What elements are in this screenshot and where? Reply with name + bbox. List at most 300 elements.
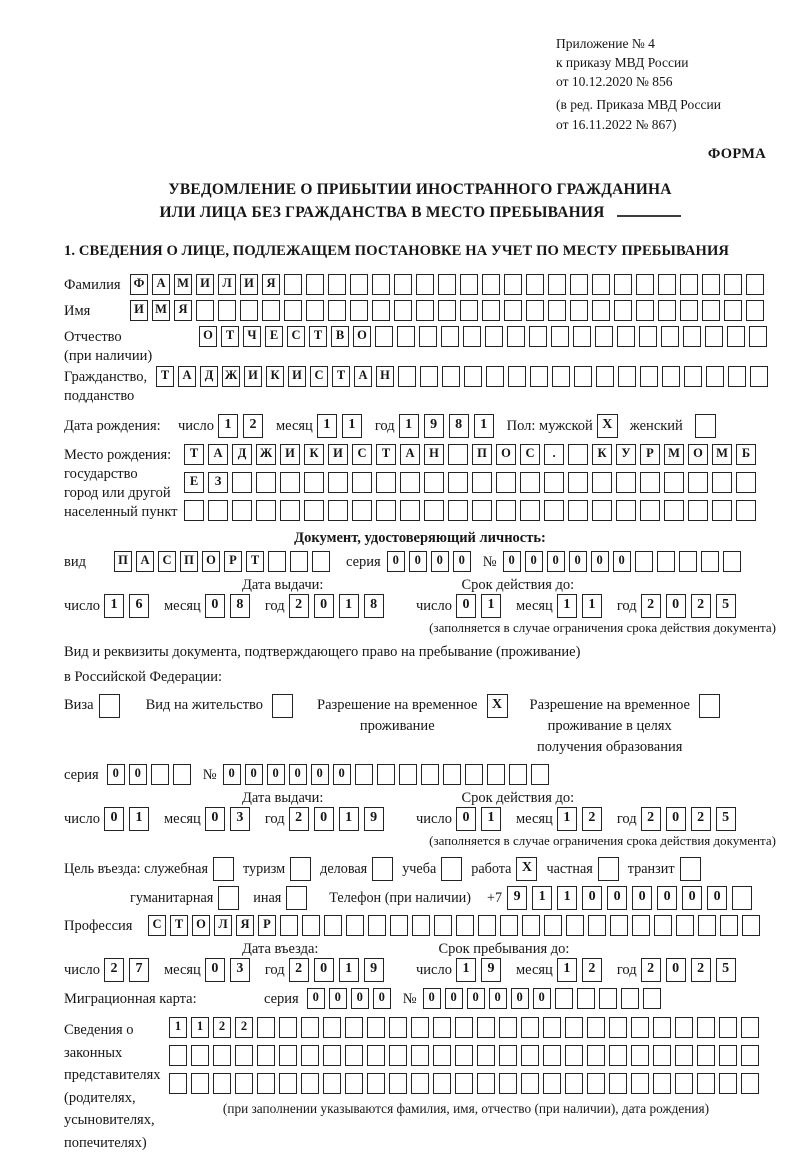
doc-issue-year [289,594,389,618]
form-cell: 8 [449,414,469,438]
entry-year [289,958,389,982]
form-cell: 1 [169,1017,187,1038]
purpose-private-label: частная [546,860,593,877]
form-cell [614,274,632,295]
form-cell [350,300,368,321]
phone-prefix: +7 [486,889,503,906]
form-cell [499,1045,517,1066]
form-cell: Т [170,915,188,936]
birth-place-line3 [184,500,760,521]
form-cell: П [472,444,492,465]
surname-cells [130,274,768,295]
residence-permit-checkbox [272,694,293,718]
form-cell: 9 [481,958,501,982]
form-cell [588,915,606,936]
form-cell [376,472,396,493]
form-cell [389,1073,407,1094]
form-cell [544,500,564,521]
form-cell: 0 [373,988,391,1009]
form-cell: X [597,414,618,438]
form-cell [477,1045,495,1066]
form-cell [639,326,657,347]
form-cell: Т [184,444,204,465]
purpose-transit-checkbox [680,857,701,881]
form-cell [184,500,204,521]
form-cell: 0 [547,551,565,572]
form-cell: Р [224,551,242,572]
form-cell: 3 [230,958,250,982]
form-cell: 0 [467,988,485,1009]
form-cell [455,1045,473,1066]
form-cell: 1 [339,958,359,982]
form-cell: Т [376,444,396,465]
form-cell [256,500,276,521]
form-cell [441,857,462,881]
form-cell [705,326,723,347]
profession-label: Профессия [64,918,133,935]
purpose-private-checkbox [598,857,619,881]
gender-group [507,414,716,438]
form-cell [566,915,584,936]
form-cell [676,915,694,936]
form-cell [376,500,396,521]
form-cell [724,274,742,295]
form-cell [609,1073,627,1094]
form-cell [208,500,228,521]
form-cell [617,326,635,347]
firstname-cells [130,300,768,321]
form-cell [526,300,544,321]
form-cell [472,500,492,521]
form-cell: 2 [691,807,711,831]
form-cell [702,300,720,321]
form-cell [448,444,468,465]
residence-number-cells [223,764,553,785]
temp-residence-edu-label: Разрешение на временное проживание в целях получения образования [529,697,690,756]
form-cell [675,1045,693,1066]
legal-reps-line1 [169,1017,763,1038]
form-title-line2-wrap [64,201,776,224]
form-cell: 1 [582,594,602,618]
form-cell: 0 [307,988,325,1009]
residence-series-label: серия [64,767,99,784]
form-cell [257,1017,275,1038]
form-cell [400,500,420,521]
patronymic-row [64,326,776,366]
form-cell [324,915,342,936]
doc-valid-title: Срок действия до: [461,577,575,594]
form-cell [520,472,540,493]
purpose-official-checkbox [213,857,234,881]
purpose-work-checkbox [516,857,537,881]
form-cell: Е [265,326,283,347]
form-cell: 0 [582,886,602,910]
patronymic-cells [199,326,771,347]
doc-issue-month [205,594,255,618]
form-cell [486,366,504,387]
birth-place-cells [184,444,760,528]
birth-year-cells [399,414,499,438]
form-cell [621,988,639,1009]
form-cell [746,300,764,321]
form-cell: X [487,694,508,718]
doc-valid-year [641,594,741,618]
form-cell [213,857,234,881]
form-cell [529,326,547,347]
form-cell: 1 [104,594,124,618]
form-cell: Я [174,300,192,321]
form-cell [719,1017,737,1038]
form-cell [352,472,372,493]
form-cell [290,551,308,572]
form-cell: 9 [364,958,384,982]
form-cell [434,915,452,936]
form-cell [616,500,636,521]
form-cell [587,1073,605,1094]
form-cell [290,857,311,881]
form-cell [543,1017,561,1038]
form-cell: 1 [557,958,577,982]
form-cell [570,300,588,321]
birth-month-cells [317,414,367,438]
form-cell: Ж [256,444,276,465]
form-cell [741,1045,759,1066]
form-cell [543,1073,561,1094]
form-cell [169,1073,187,1094]
form-cell: Ф [130,274,148,295]
form-cell [504,300,522,321]
legal-reps-line3 [169,1073,763,1094]
form-title-line2: ИЛИ ЛИЦА БЕЗ ГРАЖДАНСТВА В МЕСТО ПРЕБЫВАНИЯ [159,204,605,222]
form-cell [548,300,566,321]
form-cell: 0 [533,988,551,1009]
form-cell [680,857,701,881]
form-cell [328,500,348,521]
form-cell: 9 [507,886,527,910]
form-cell: П [114,551,132,572]
doc-valid-date: число 0 1 месяц 1 1 год 2 0 2 5 [416,594,741,618]
form-cell [424,500,444,521]
form-cell [262,300,280,321]
entry-month [205,958,255,982]
section1-heading: 1. СВЕДЕНИЯ О ЛИЦЕ, ПОДЛЕЖАЩЕМ ПОСТАНОВКЕ НА УЧЕТ ПО МЕСТУ ПРЕБЫВАНИЯ [64,243,730,260]
form-cell [587,1045,605,1066]
form-cell [301,1045,319,1066]
form-cell [268,551,286,572]
form-cell: 1 [557,807,577,831]
form-cell [416,274,434,295]
form-cell: С [352,444,372,465]
form-cell [521,1073,539,1094]
form-cell: 2 [289,958,309,982]
phone-cells [507,886,757,910]
form-cell [675,1073,693,1094]
form-cell [565,1045,583,1066]
doc-type-label: вид [64,554,86,571]
legal-reps-caption: (при заполнении указываются фамилия, имя, отчество (при наличии), дата рождения) [222,1101,710,1117]
form-cell [509,764,527,785]
doc-dates-row [64,594,776,618]
form-cell: 9 [364,807,384,831]
appendix-reference [556,34,776,134]
legal-reps-label: Сведения о законных представителях (родителях, усыновителях, попечителях) [64,1022,161,1151]
form-cell: 2 [289,807,309,831]
purpose-other-checkbox [286,886,307,910]
form-cell [279,1073,297,1094]
form-cell: 2 [641,594,661,618]
purpose-humanitarian-checkbox [218,886,239,910]
form-cell: 0 [311,764,329,785]
form-cell [306,274,324,295]
form-cell [455,1017,473,1038]
form-cell: Е [184,472,204,493]
form-cell [592,274,610,295]
form-cell [448,472,468,493]
form-cell [411,1073,429,1094]
firstname-row [64,300,776,321]
form-cell: М [664,444,684,465]
surname-row [64,274,776,295]
firstname-label: Имя [64,303,91,320]
form-cell [232,472,252,493]
form-cell [306,300,324,321]
temp-residence-checkbox [487,694,508,718]
purpose-business-label: деловая [320,860,368,877]
form-cell [587,1017,605,1038]
form-cell [574,366,592,387]
form-cell: 0 [205,594,225,618]
form-cell [683,326,701,347]
migration-card-row [64,988,776,1009]
form-cell: Б [736,444,756,465]
form-cell: И [288,366,306,387]
form-cell [555,988,573,1009]
entry-day [104,958,154,982]
form-cell: К [592,444,612,465]
form-cell: 0 [707,886,727,910]
form-cell: 7 [129,958,149,982]
form-cell: 0 [607,886,627,910]
form-cell: Т [246,551,264,572]
form-cell: А [178,366,196,387]
form-cell [399,764,417,785]
purpose-tourism-checkbox [290,857,311,881]
form-cell [279,1017,297,1038]
form-cell: С [310,366,328,387]
form-cell [657,551,675,572]
form-cell [749,326,767,347]
form-cell: 3 [230,807,250,831]
form-cell [499,1073,517,1094]
form-cell: 0 [569,551,587,572]
form-cell [398,366,416,387]
form-cell [679,551,697,572]
form-cell [477,1073,495,1094]
form-cell [653,1045,671,1066]
temp-residence-edu-checkbox [699,694,720,718]
surname-label: Фамилия [64,277,121,294]
form-cell [368,915,386,936]
form-cell [372,274,390,295]
birth-place-line1 [184,444,760,465]
form-cell [424,472,444,493]
form-cell [367,1045,385,1066]
form-cell: Д [200,366,218,387]
year-label: год [374,418,395,435]
form-cell [272,694,293,718]
form-cell [218,886,239,910]
form-cell: 0 [632,886,652,910]
form-cell [609,1045,627,1066]
purpose-study-label: учеба [402,860,437,877]
birth-date-row [64,414,776,438]
purpose-row-2 [64,886,776,910]
form-cell: А [152,274,170,295]
form-cell [280,915,298,936]
form-cell: 1 [456,958,476,982]
form-cell [397,326,415,347]
form-cell [741,1073,759,1094]
form-cell: 0 [591,551,609,572]
form-cell: 0 [351,988,369,1009]
stay-day [456,958,506,982]
form-cell [662,366,680,387]
purpose-study-checkbox [441,857,462,881]
form-cell [280,472,300,493]
form-cell [631,1073,649,1094]
birth-place-line2 [184,472,760,493]
doc-number-label: № [482,554,497,571]
form-cell [616,472,636,493]
form-cell [460,274,478,295]
form-cell [504,274,522,295]
form-cell [570,274,588,295]
form-cell [577,988,595,1009]
doc-type-cells [114,551,334,572]
form-cell [720,915,738,936]
form-cell: Я [236,915,254,936]
form-cell [750,366,768,387]
form-cell: 2 [691,594,711,618]
form-cell: 1 [317,414,337,438]
form-cell [698,915,716,936]
gender-male-checkbox [597,414,618,438]
form-cell [257,1045,275,1066]
form-cell: 0 [267,764,285,785]
doc-validity-note: (заполняется в случае ограничения срока действия документа) [429,620,776,636]
birth-date-label: Дата рождения: [64,418,161,435]
visa-label: Виза [64,697,94,714]
form-cell [697,1073,715,1094]
form-cell [636,274,654,295]
form-cell [411,1017,429,1038]
gender-female-label: женский [629,418,683,435]
residence-valid-month [557,807,607,831]
form-cell: 1 [339,807,359,831]
form-cell: С [158,551,176,572]
form-cell [551,326,569,347]
form-cell [653,1017,671,1038]
birth-place-label: Место рождения: государство город или другой населенный пункт [64,447,178,521]
form-cell [304,472,324,493]
form-cell [482,300,500,321]
form-cell [284,274,302,295]
form-cell: 0 [314,958,334,982]
form-cell: 1 [557,594,577,618]
form-cell [312,551,330,572]
form-cell: М [174,274,192,295]
form-cell [328,300,346,321]
form-cell [688,472,708,493]
form-cell [592,500,612,521]
residence-dates-row [64,807,776,831]
form-cell: 1 [218,414,238,438]
form-cell: И [244,366,262,387]
form-cell [680,300,698,321]
form-cell [456,915,474,936]
form-cell [485,326,503,347]
form-cell: 2 [691,958,711,982]
form-cell [372,857,393,881]
form-cell [568,444,588,465]
purpose-transit-label: транзит [627,860,675,877]
form-cell: Н [376,366,394,387]
migration-number-label: № [402,991,417,1008]
form-cell: 0 [657,886,677,910]
stay-until-date: число 1 9 месяц 1 2 год 2 0 2 5 [416,958,741,982]
doc-type-row [64,551,776,572]
form-cell: П [180,551,198,572]
visa-option [64,695,120,718]
residence-intro-1: Вид и реквизиты документа, подтверждающего право на пребывание (проживание) [64,644,581,661]
temp-residence-option [317,695,507,737]
form-cell: М [712,444,732,465]
form-cell [618,366,636,387]
appendix-line-2: к приказу МВД России [556,55,689,71]
doc-date-titles [64,577,776,594]
form-cell [302,915,320,936]
form-cell [345,1017,363,1038]
form-cell [433,1045,451,1066]
form-cell [732,886,752,910]
form-cell [284,300,302,321]
form-cell [565,1073,583,1094]
doc-issue-date: число 1 6 месяц 0 8 год 2 0 1 8 [64,594,416,618]
citizenship-label: Гражданство, подданство [64,369,148,405]
phone-label: Телефон (при наличии) [329,889,471,906]
form-cell [544,915,562,936]
form-cell [736,500,756,521]
form-cell: 0 [205,958,225,982]
residence-number-label: № [202,767,217,784]
appendix-line-5: от 16.11.2022 № 867) [556,116,677,132]
form-cell [661,326,679,347]
form-cell [419,326,437,347]
form-cell [394,274,412,295]
form-cell: 1 [399,414,419,438]
purpose-humanitarian-label: гуманитарная [130,889,214,906]
form-cell [191,1045,209,1066]
form-cell [699,694,720,718]
form-cell: Т [309,326,327,347]
form-cell: К [304,444,324,465]
purpose-work-label: работа [471,860,512,877]
form-cell: И [328,444,348,465]
form-cell [240,300,258,321]
form-cell: И [280,444,300,465]
form-cell: Ч [243,326,261,347]
form-cell [640,500,660,521]
